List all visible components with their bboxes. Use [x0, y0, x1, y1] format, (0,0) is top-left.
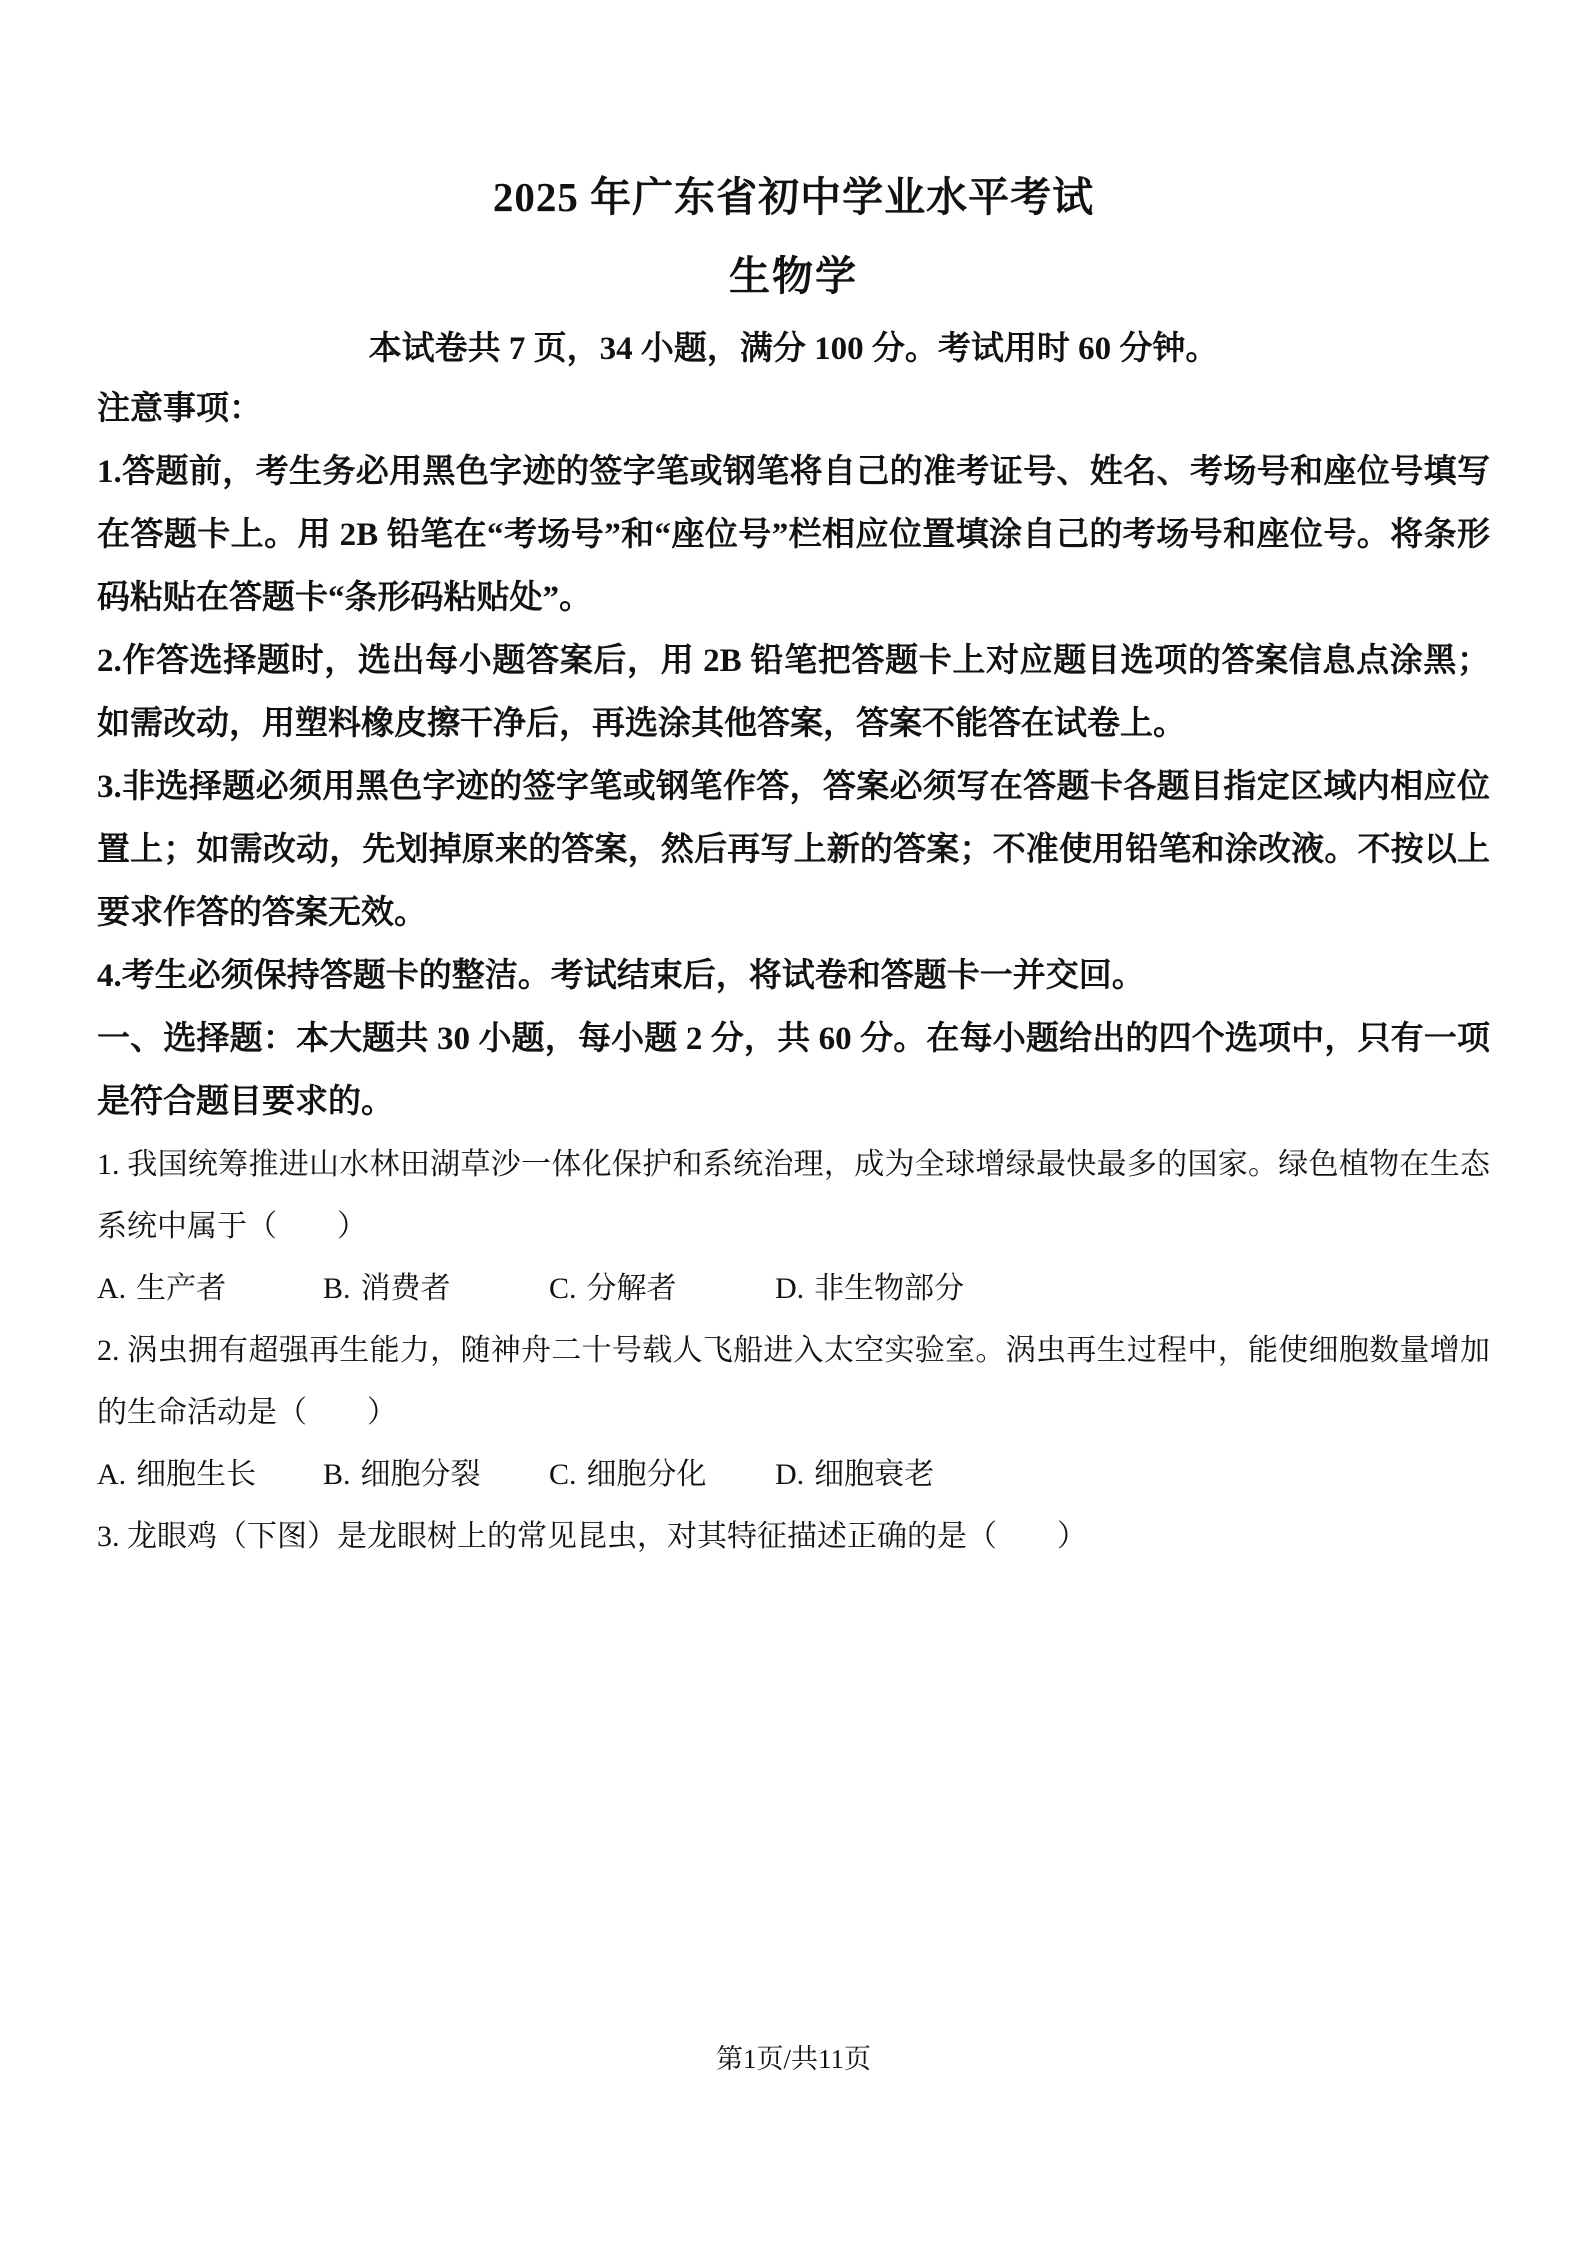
option-label: A.: [97, 1272, 127, 1305]
page-number-footer: 第1页/共11页: [716, 2044, 871, 2074]
section-heading-choice: 一、选择题：本大题共 30 小题，每小题 2 分，共 60 分。在每小题给出的四个选项中，只有一项是符合题目要求的。: [97, 1021, 1490, 1120]
option-label: C.: [549, 1458, 577, 1491]
question-1-options: [97, 1258, 1490, 1320]
question-2-options: [97, 1444, 1490, 1506]
question-1-option-a: [97, 1258, 323, 1320]
option-text: 生产者: [136, 1272, 227, 1305]
notice-item-4: 4.考生必须保持答题卡的整洁。考试结束后，将试卷和答题卡一并交回。: [97, 958, 1145, 994]
question-2-option-d: [775, 1444, 1490, 1506]
question-2-stem: 2. 涡虫拥有超强再生能力，随神舟二十号载人飞船进入太空实验室。涡虫再生过程中，能使细胞数量增加的生命活动是（ ）: [97, 1334, 1490, 1429]
question-2-option-b: [323, 1444, 549, 1506]
question-2: [97, 1320, 1490, 1506]
exam-meta-line: 本试卷共 7 页，34 小题，满分 100 分。考试用时 60 分钟。: [368, 331, 1219, 367]
option-text: 非生物部分: [814, 1272, 965, 1305]
notice-item-1: 1.答题前，考生务必用黑色字迹的签字笔或钢笔将自己的准考证号、姓名、考场号和座位号填写在答题卡上。用 2B 铅笔在“考场号”和“座位号”栏相应位置填涂自己的考场号和座位号。将条形码粘贴在答题卡“条形码粘贴处”。: [97, 454, 1490, 616]
option-text: 消费者: [360, 1272, 451, 1305]
question-3-stem: 3. 龙眼鸡（下图）是龙眼树上的常见昆虫，对其特征描述正确的是（ ）: [97, 1520, 1087, 1553]
option-label: B.: [323, 1272, 351, 1305]
option-text: 细胞生长: [136, 1458, 257, 1491]
option-label: A.: [97, 1458, 127, 1491]
question-1-option-c: [549, 1258, 775, 1320]
option-label: D.: [775, 1272, 805, 1305]
question-3: [97, 1506, 1490, 1568]
notice-item-3: 3.非选择题必须用黑色字迹的签字笔或钢笔作答，答案必须写在答题卡各题目指定区域内相应位置上；如需改动，先划掉原来的答案，然后再写上新的答案；不准使用铅笔和涂改液。不按以上要求作答的答案无效。: [97, 769, 1490, 931]
question-2-option-c: [549, 1444, 775, 1506]
question-1-option-d: [775, 1258, 1490, 1320]
option-text: 细胞分化: [586, 1458, 707, 1491]
question-2-option-a: [97, 1444, 323, 1506]
exam-title: 2025 年广东省初中学业水平考试: [492, 174, 1095, 220]
question-1: [97, 1134, 1490, 1320]
option-label: D.: [775, 1458, 805, 1491]
question-1-stem: 1. 我国统筹推进山水林田湖草沙一体化保护和系统治理，成为全球增绿最快最多的国家。绿色植物在生态系统中属于（ ）: [97, 1148, 1490, 1243]
option-text: 细胞分裂: [360, 1458, 481, 1491]
question-1-option-b: [323, 1258, 549, 1320]
option-text: 细胞衰老: [814, 1458, 935, 1491]
option-label: B.: [323, 1458, 351, 1491]
notice-heading: 注意事项：: [97, 391, 262, 427]
option-label: C.: [549, 1272, 577, 1305]
option-text: 分解者: [586, 1272, 677, 1305]
notice-item-2: 2.作答选择题时，选出每小题答案后，用 2B 铅笔把答题卡上对应题目选项的答案信息点涂黑；如需改动，用塑料橡皮擦干净后，再选涂其他答案，答案不能答在试卷上。: [97, 643, 1490, 742]
exam-subject: 生物学: [729, 253, 858, 299]
